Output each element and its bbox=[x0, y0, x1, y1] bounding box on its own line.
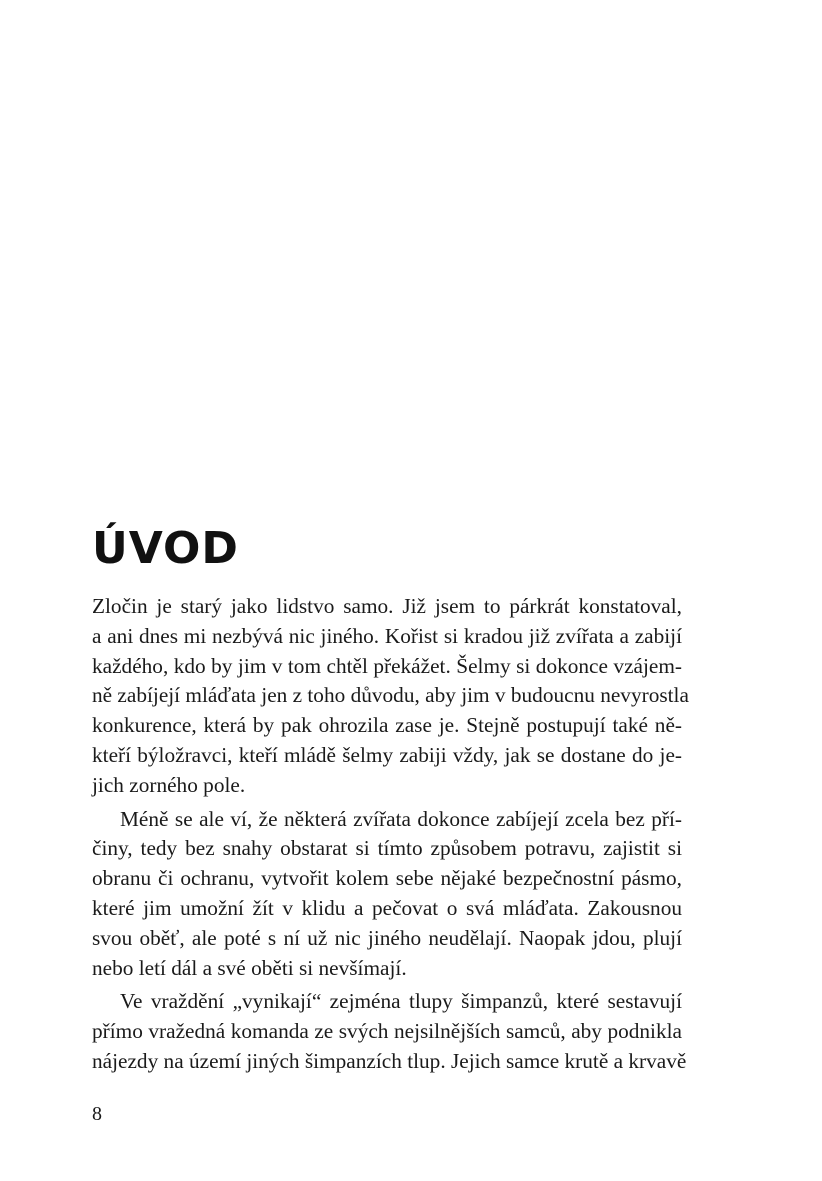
text-line: svou oběť, ale poté s ní už nic jiného neudělají. Naopak jdou, plují bbox=[92, 925, 682, 950]
text-line: přímo vražedná komanda ze svých nejsilnějších samců, aby podnikla bbox=[92, 1019, 682, 1044]
text-line: kteří býložravci, kteří mládě šelmy zabiji vždy, jak se dostane do je- bbox=[92, 742, 682, 767]
text-line: a ani dnes mi nezbývá nic jiného. Kořist si kradou již zvířata a zabijí bbox=[92, 623, 682, 648]
paragraph-2 bbox=[92, 805, 682, 984]
text-line: nebo letí dál a své oběti si nevšímají. bbox=[92, 955, 407, 980]
text-line: každého, kdo by jim v tom chtěl překážet. Šelmy si dokonce vzájem- bbox=[92, 653, 682, 678]
text-line: ně zabíjejí mláďata jen z toho důvodu, aby jim v budoucnu nevyrostla bbox=[92, 683, 689, 708]
text-line: Ve vraždění „vynikají“ zejména tlupy šimpanzů, které sestavují bbox=[120, 989, 682, 1014]
chapter-title: ÚVOD bbox=[92, 523, 239, 574]
text-line: Méně se ale ví, že některá zvířata dokonce zabíjejí zcela bez pří- bbox=[120, 806, 682, 831]
text-line: jich zorného pole. bbox=[92, 772, 246, 797]
text-line: obranu či ochranu, vytvořit kolem sebe nějaké bezpečnostní pásmo, bbox=[92, 866, 682, 891]
paragraph-3 bbox=[92, 987, 687, 1076]
text-line: konkurence, která by pak ohrozila zase je. Stejně postupují také ně- bbox=[92, 713, 682, 738]
text-line: Zločin je starý jako lidstvo samo. Již jsem to párkrát konstatoval, bbox=[92, 594, 682, 618]
paragraph-1 bbox=[92, 592, 689, 801]
page-number: 8 bbox=[92, 1103, 102, 1125]
text-line: nájezdy na území jiných šimpanzích tlup. Jejich samce krutě a krvavě bbox=[92, 1048, 687, 1073]
body-text bbox=[92, 592, 689, 1077]
text-line: které jim umožní žít v klidu a pečovat o svá mláďata. Zakousnou bbox=[92, 895, 682, 920]
text-line: činy, tedy bez snahy obstarat si tímto způsobem potravu, zajistit si bbox=[92, 836, 682, 861]
